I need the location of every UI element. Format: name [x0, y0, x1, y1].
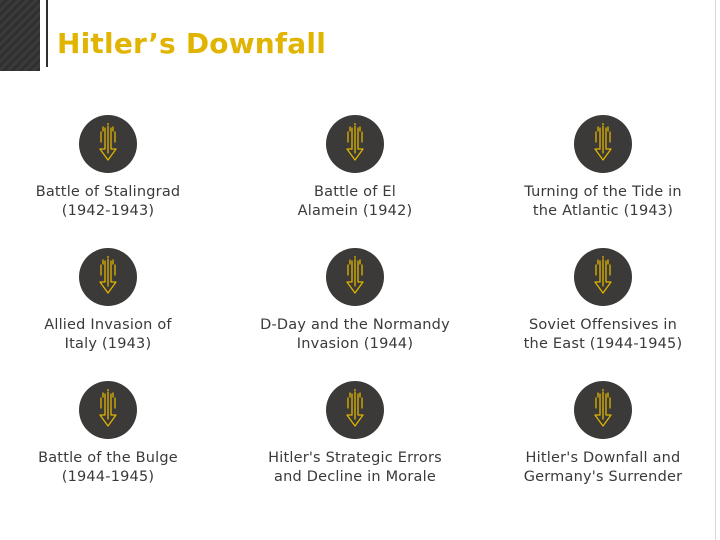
list-item [0, 381, 218, 487]
corner-decoration [0, 0, 40, 71]
falling-arrow-icon [588, 389, 618, 431]
item-label: Battle of Stalingrad (1942-1943) [35, 184, 181, 219]
icon-circle [79, 115, 137, 173]
falling-arrow-icon [588, 256, 618, 298]
falling-arrow-icon [340, 123, 370, 165]
falling-arrow-icon [93, 389, 123, 431]
corner-divider [46, 0, 48, 67]
falling-arrow-icon [340, 256, 370, 298]
item-label: Battle of El Alamein (1942) [297, 184, 413, 219]
item-label: Soviet Offensives in the East (1944-1945) [523, 317, 683, 352]
icon-circle [326, 115, 384, 173]
falling-arrow-icon [93, 123, 123, 165]
falling-arrow-icon [588, 123, 618, 165]
item-label: D-Day and the Normandy Invasion (1944) [260, 317, 450, 352]
icon-circle [326, 248, 384, 306]
list-item [245, 248, 465, 354]
list-item [493, 115, 713, 221]
falling-arrow-icon [93, 256, 123, 298]
list-item [0, 248, 218, 354]
list-item [0, 115, 218, 221]
item-label: Battle of the Bulge (1944-1945) [38, 450, 178, 485]
falling-arrow-icon [340, 389, 370, 431]
item-label: Turning of the Tide in the Atlantic (1943) [524, 184, 682, 219]
icon-circle [326, 381, 384, 439]
right-edge-rule [715, 0, 716, 540]
icon-circle [574, 115, 632, 173]
page-title: Hitler’s Downfall [57, 27, 326, 60]
list-item [245, 115, 465, 221]
icon-circle [79, 381, 137, 439]
list-item [245, 381, 465, 487]
icon-circle [574, 381, 632, 439]
list-item [493, 248, 713, 354]
list-item [493, 381, 713, 487]
item-label: Hitler's Strategic Errors and Decline in Morale [268, 450, 442, 485]
item-label: Hitler's Downfall and Germany's Surrender [523, 450, 683, 485]
icon-circle [574, 248, 632, 306]
icon-circle [79, 248, 137, 306]
item-label: Allied Invasion of Italy (1943) [44, 317, 172, 352]
